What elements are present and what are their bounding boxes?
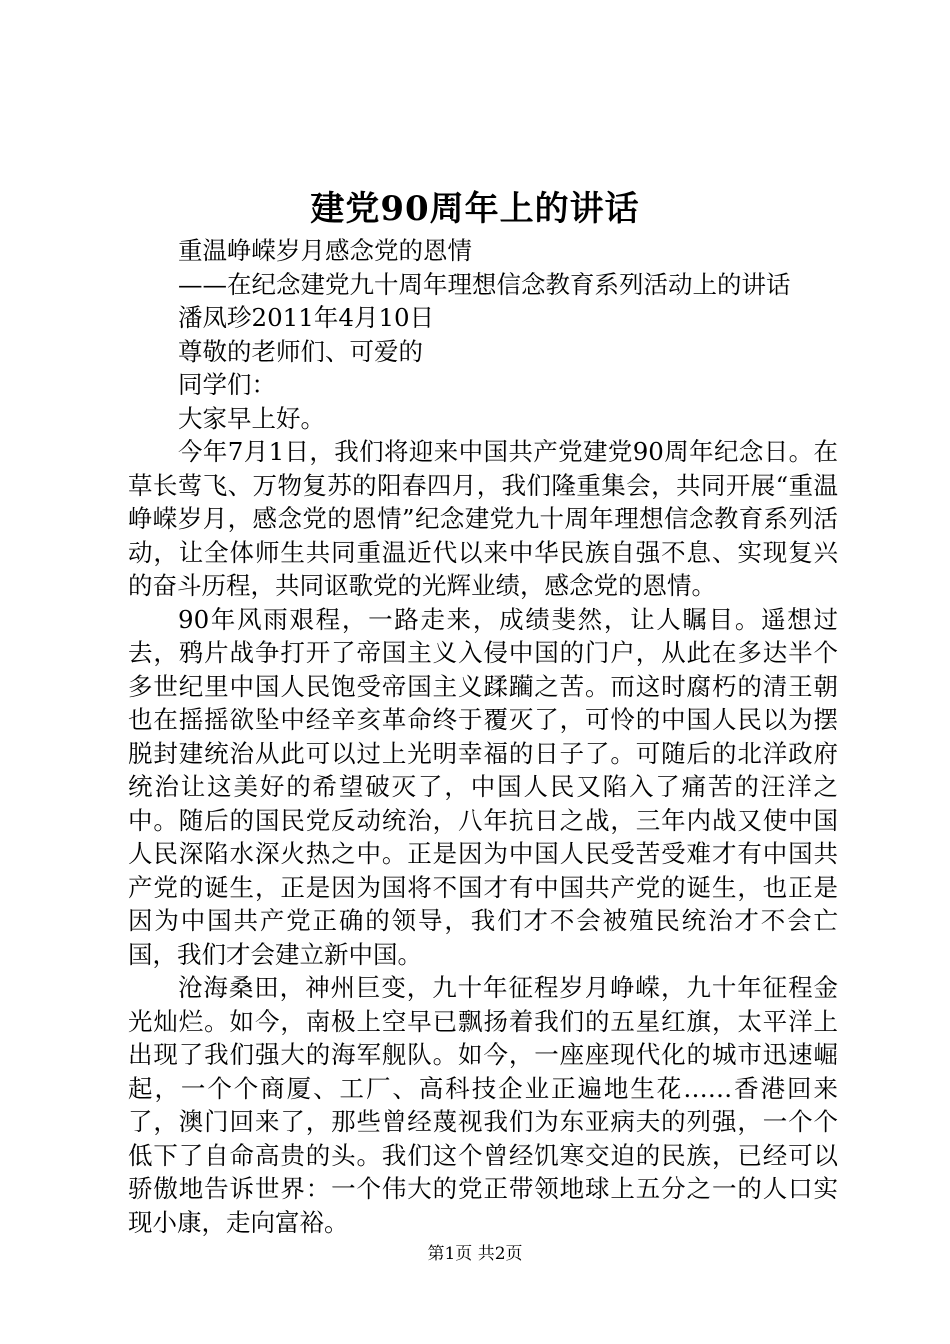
greeting-line: 大家早上好。 (178, 403, 325, 433)
speech-title-line: 重温峥嵘岁月感念党的恩情 (178, 236, 472, 265)
document-body (128, 234, 838, 1239)
paragraph-1: 今年7月1日，我们将迎来中国共产党建党90周年纪念日。在草长莺飞、万物复苏的阳春四月，我们隆重集会，共同开展“重温峥嵘岁月，感念党的恩情”纪念建党九十周年理想信念教育系列活动，让全体师生共同重温近代以来中华民族自强不息、实现复兴的奋斗历程，共同讴歌党的光辉业绩，感念党的恩情。 (128, 437, 838, 600)
speaker-date-line: 潘凤珍2011年4月10日 (178, 303, 435, 332)
paragraph-3: 沧海桑田，神州巨变，九十年征程岁月峥嵘，九十年征程金光灿烂。如今，南极上空早已飘扬着我们的五星红旗，太平洋上出现了我们强大的海军舰队。如今，一座座现代化的城市迅速崛起，一个个商厦、工厂、高科技企业正遍地生花……香港回来了，澳门回来了，那些曾经蔑视我们为东亚病夫的列强，一个个低下了自命高贵的头。我们这个曾经饥寒交迫的民族，已经可以骄傲地告诉世界：一个伟大的党正带领地球上五分之一的人口实现小康，走向富裕。 (128, 973, 838, 1237)
salutation-line: 尊敬的老师们、可爱的 (178, 336, 423, 366)
paragraph-2: 90年风雨艰程，一路走来，成绩斐然，让人瞩目。遥想过去，鸦片战争打开了帝国主义入侵中国的门户，从此在多达半个多世纪里中国人民饱受帝国主义蹂躏之苦。而这时腐朽的清王朝也在摇摇欲坠中经辛亥革命终于覆灭了，可怜的中国人民以为摆脱封建统治从此可以过上光明幸福的日子了。可随后的北洋政府统治让这美好的希望破灭了，中国人民又陷入了痛苦的汪洋之中。随后的国民党反动统治，八年抗日之战，三年内战又使中国人民深陷水深火热之中。正是因为中国人民受苦受难才有中国共产党的诞生，正是因为国将不国才有中国共产党的诞生，也正是因为中国共产党正确的领导，我们才不会被殖民统治才不会亡国，我们才会建立新中国。 (128, 604, 838, 969)
document-title: 建党90周年上的讲话 (310, 189, 640, 229)
page-footer: 第1页 共2页 (427, 1244, 523, 1264)
salutation-line-2: 同学们： (178, 370, 276, 399)
speech-subtitle-line: ——在纪念建党九十周年理想信念教育系列活动上的讲话 (178, 269, 791, 299)
